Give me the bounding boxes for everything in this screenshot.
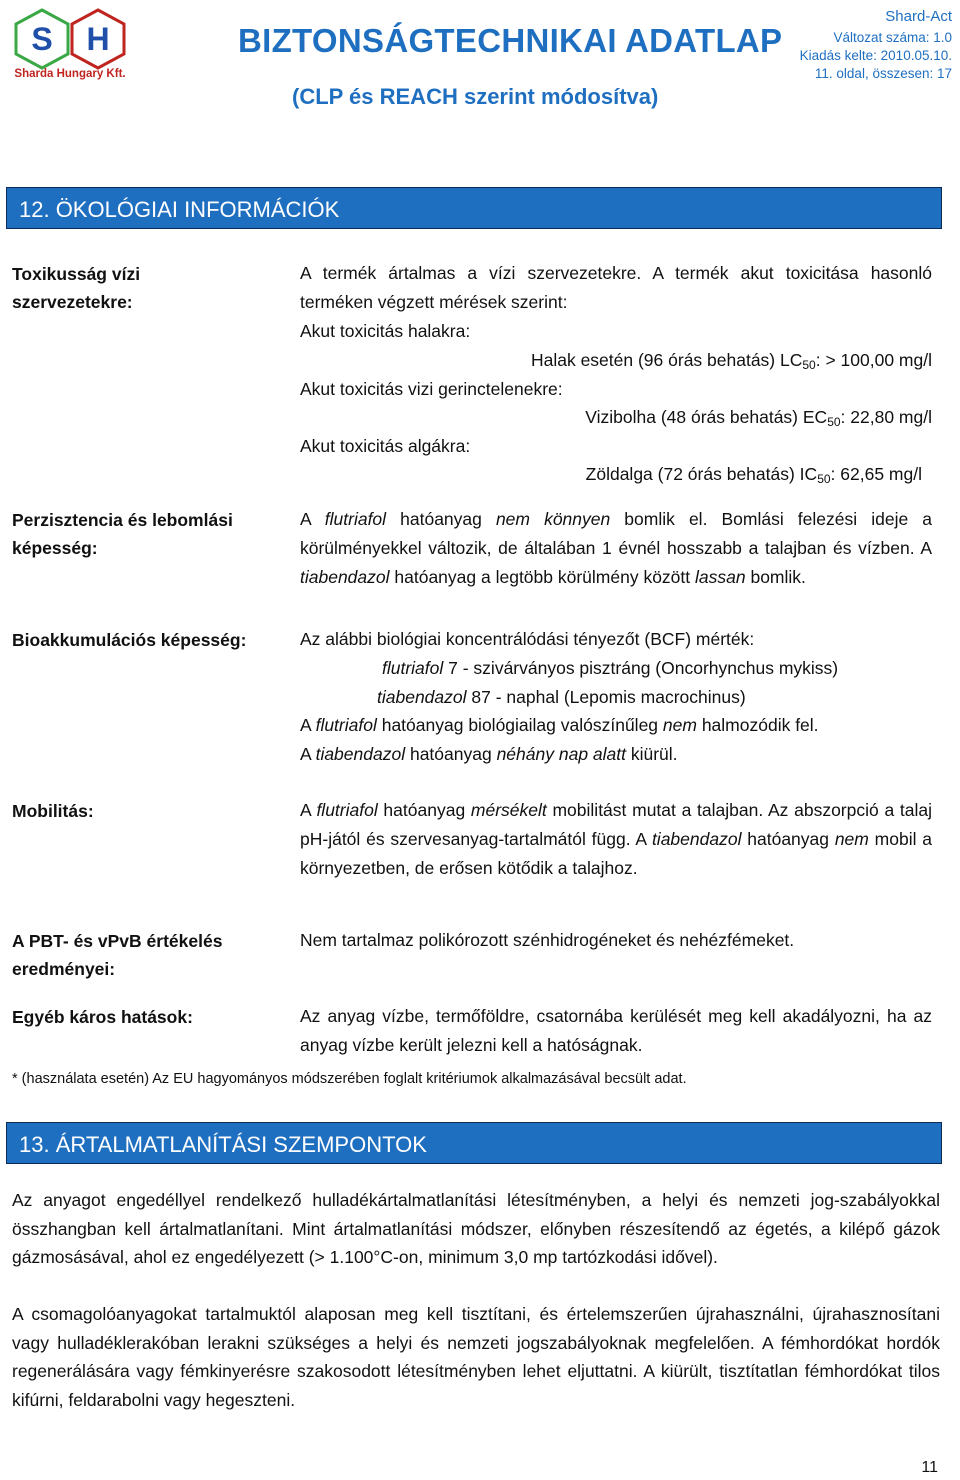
invertebrate-toxicity-value: Vizibolha (48 órás behatás) $EC_{50}$: 22,80 mg/l [585, 407, 932, 429]
document-title: BIZTONSÁGTECHNIKAI ADATLAP [238, 22, 783, 59]
bcf-tiabendazol: tiabendazol 87 - naphal (Lepomis macrochinus) [377, 687, 746, 707]
toxicity-label: Toxikusság vízi szervezetekre: [12, 264, 141, 312]
document-subtitle: (CLP és REACH szerint módosítva) [292, 84, 659, 109]
invertebrate-toxicity-heading: Akut toxicitás vizi gerinctelenekre: [300, 379, 563, 399]
page-info: 11. oldal, összesen: 17 [814, 66, 952, 81]
fish-toxicity-value: Halak esetén (96 órás behatás) $LC_{50}$: > 100,00 mg/l [530, 350, 932, 372]
bioaccumulation-intro: Az alábbi biológiai koncentrálódási tényezőt (BCF) mérték: [300, 629, 755, 649]
pbt-text: Nem tartalmaz polikórozott szénhidrogéneket és nehézfémeket. [300, 930, 795, 950]
toxicity-intro: A termék ártalmas a vízi szervezetekre. A termék akut toxicitása hasonló terméken végzett mérések szerint: [300, 263, 932, 312]
section-13-heading-bar [6, 1122, 942, 1164]
section-12-heading: 12. ÖKOLÓGIAI INFORMÁCIÓK [19, 197, 340, 222]
persistence-label: Perzisztencia és lebomlási képesség: [12, 510, 233, 558]
bioaccumulation-flutriafol: A flutriafol hatóanyag biológiailag valószínűleg nem halmozódik fel. [300, 715, 819, 735]
version-number: Változat száma: 1.0 [833, 30, 952, 45]
page-number: 11 [921, 1459, 938, 1476]
bioaccumulation-tiabendazol: A tiabendazol hatóanyag néhány nap alatt kiürül. [300, 744, 678, 764]
logo-letter-h: H [86, 21, 110, 57]
section-13-heading: 13. ÁRTALMATLANÍTÁSI SZEMPONTOK [19, 1132, 427, 1157]
disposal-paragraph-2: A csomagolóanyagokat tartalmuktól alaposan meg kell tisztítani, és értelemszerűen újrahasználni, újrahasznosítani vagy hulladéklerakóban lerakni szükséges a helyi és nemzeti jogszabályoknak megfelelően. A fémhordókat hordók regenerálására vagy fémkinyerésre szakosodott létesítményben lehet eljuttatni. A kiürült, tisztítatlan fémhordókat tilos kifúrni, feldarabolni vagy hegeszteni. [12, 1304, 940, 1410]
mobility-text: A flutriafol hatóanyag mérsékelt mobilitást mutat a talajban. Az abszorpció a talaj pH-jától és szervesanyag-tartalmától függ. A tiabendazol hatóanyag nem mobil a környezetben, de erősen kötődik a talajhoz. [300, 800, 933, 878]
pbt-label: A PBT- és vPvB értékelés eredményei: [12, 931, 223, 979]
section-12-heading-bar [6, 187, 942, 229]
footnote: * (használata esetén) Az EU hagyományos módszerében foglalt kritériumok alkalmazásával becsült adat. [12, 1071, 687, 1087]
product-name: Shard-Act [885, 8, 952, 25]
fish-toxicity-heading: Akut toxicitás halakra: [300, 321, 471, 341]
bioaccumulation-label: Bioakkumulációs képesség: [12, 630, 247, 650]
other-effects-label: Egyéb káros hatások: [12, 1007, 193, 1027]
issue-date: Kiadás kelte: 2010.05.10. [799, 48, 952, 63]
algae-toxicity-value: Zöldalga (72 órás behatás) $IC_{50}$: 62,65 mg/l [585, 464, 922, 486]
bcf-flutriafol: flutriafol 7 - szivárványos pisztráng (Oncorhynchus mykiss) [382, 658, 839, 678]
persistence-text: A flutriafol hatóanyag nem könnyen bomlik el. Bomlási felezési ideje a körülményekkel változik, de általában 1 évnél hosszabb a talajban és vízben. A tiabendazol hatóanyag a legtöbb körülmény között lassan bomlik. [300, 509, 932, 587]
logo-company-name: Sharda Hungary Kft. [14, 68, 126, 80]
logo-letter-s: S [31, 21, 53, 57]
other-effects-text: Az anyag vízbe, termőföldre, csatornába kerülését meg kell akadályozni, ha az anyag vízbe került jelezni kell a hatóságnak. [300, 1006, 932, 1055]
mobility-label: Mobilitás: [12, 801, 94, 821]
algae-toxicity-heading: Akut toxicitás algákra: [300, 436, 471, 456]
disposal-paragraph-1: Az anyagot engedéllyel rendelkező hulladékártalmatlanítási létesítményben, a helyi és nemzeti jog-szabályokkal összhangban kell ártalmatlanítani. Mint ártalmatlanítási módszer, előnyben részesítendő az égetés, a kilépő gázok gázmosásával, ahol ez engedélyezett (> 1.100°C-on, minimum 3,0 mp tartózkodási idővel). [12, 1190, 940, 1267]
